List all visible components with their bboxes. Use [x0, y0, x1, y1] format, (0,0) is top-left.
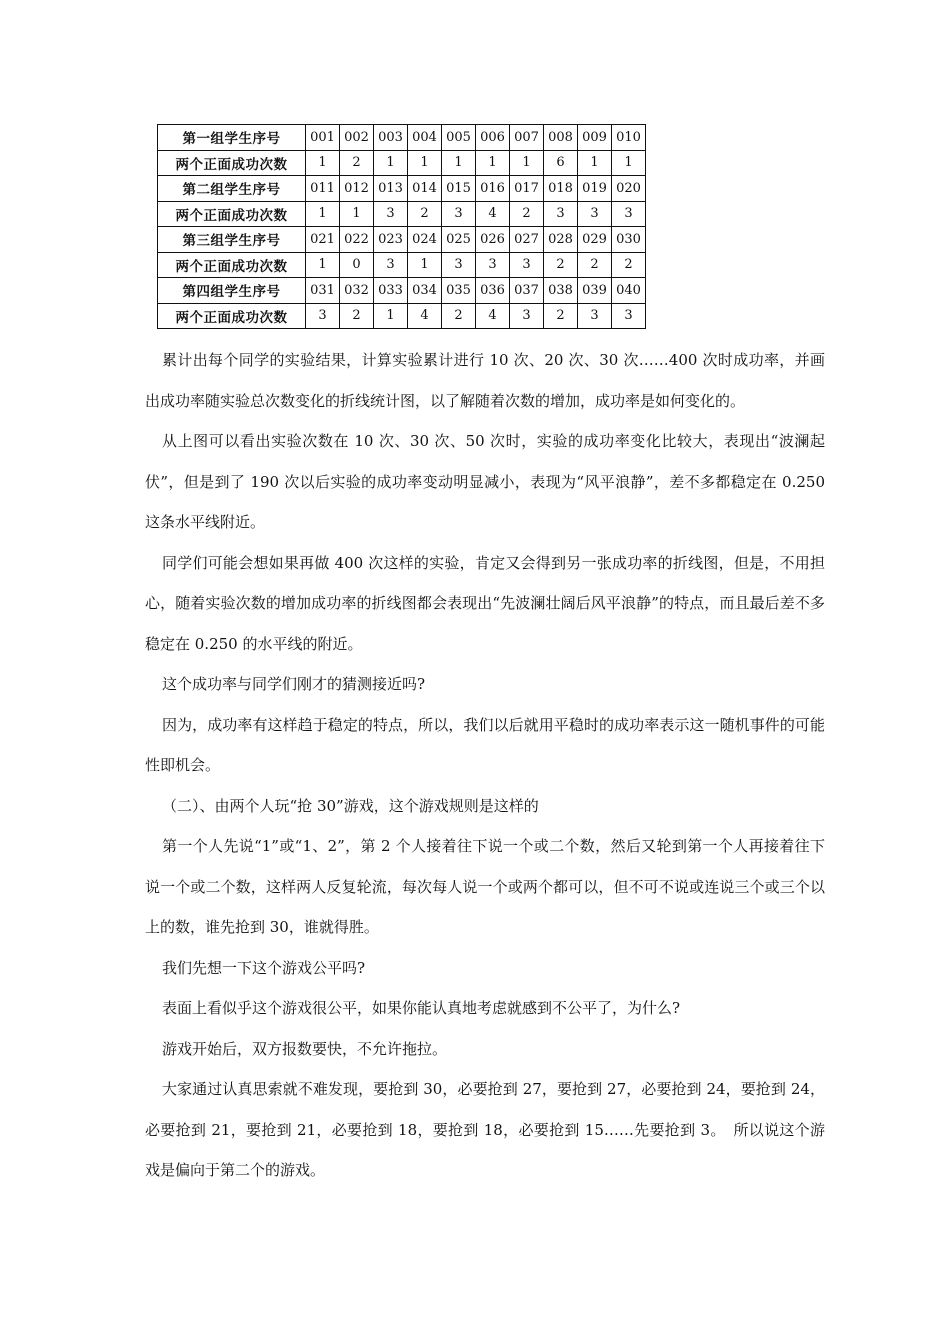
table-cell: 026 — [476, 227, 510, 253]
table-cell: 2 — [340, 150, 374, 176]
table-cell: 011 — [306, 176, 340, 202]
table-cell: 3 — [306, 303, 340, 329]
table-cell: 013 — [374, 176, 408, 202]
table-cell: 008 — [544, 125, 578, 151]
table-cell: 3 — [374, 201, 408, 227]
table-cell: 018 — [544, 176, 578, 202]
row-label: 两个正面成功次数 — [158, 303, 306, 329]
table-cell: 032 — [340, 278, 374, 304]
table-cell: 3 — [510, 303, 544, 329]
row-label: 两个正面成功次数 — [158, 252, 306, 278]
table-cell: 3 — [544, 201, 578, 227]
paragraph-conclusion: 大家通过认真思索就不难发现，要抢到 30，必要抢到 27，要抢到 27，必要抢到 24，要抢到 24，必要抢到 21，要抢到 21，必要抢到 18，要抢到 18，必要抢到 15……先要抢到 3。 所以说这个游戏是偏向于第二个的游戏。 — [145, 1080, 825, 1179]
paragraph-chart-observation: 从上图可以看出实验次数在 10 次、30 次、50 次时，实验的成功率变化比较大，表现出“波澜起伏”，但是到了 190 次以后实验的成功率变动明显减小，表现为“风平浪静”，差不多都稳定在 0.250 这条水平线附近。 — [145, 432, 825, 531]
table-cell: 1 — [374, 303, 408, 329]
table-cell: 029 — [578, 227, 612, 253]
table-row — [158, 176, 646, 202]
table-cell: 038 — [544, 278, 578, 304]
table-cell: 006 — [476, 125, 510, 151]
table-cell: 034 — [408, 278, 442, 304]
table-cell: 039 — [578, 278, 612, 304]
table-row — [158, 150, 646, 176]
table-cell: 1 — [340, 201, 374, 227]
table-cell: 3 — [612, 303, 646, 329]
table-row — [158, 303, 646, 329]
table-row — [158, 278, 646, 304]
table-cell: 010 — [612, 125, 646, 151]
table-cell: 2 — [408, 201, 442, 227]
table-cell: 037 — [510, 278, 544, 304]
table-cell: 3 — [578, 303, 612, 329]
table-cell: 023 — [374, 227, 408, 253]
table-cell: 3 — [374, 252, 408, 278]
table-cell: 005 — [442, 125, 476, 151]
body-text — [145, 340, 825, 1191]
table-cell: 014 — [408, 176, 442, 202]
table-cell: 1 — [374, 150, 408, 176]
table-cell: 3 — [442, 201, 476, 227]
table-cell: 040 — [612, 278, 646, 304]
row-label: 两个正面成功次数 — [158, 150, 306, 176]
table-cell: 012 — [340, 176, 374, 202]
row-label: 第三组学生序号 — [158, 227, 306, 253]
table-cell: 022 — [340, 227, 374, 253]
paragraph-repeat-experiment: 同学们可能会想如果再做 400 次这样的实验，肯定又会得到另一张成功率的折线图，但是，不用担心，随着实验次数的增加成功率的折线图都会表现出“先波澜壮阔后风平浪静”的特点，而且最后差不多稳定在 0.250 的水平线的附近。 — [145, 553, 825, 653]
table-cell: 020 — [612, 176, 646, 202]
paragraph-cumulative-results: 累计出每个同学的实验结果，计算实验累计进行 10 次、20 次、30 次……400 次时成功率，并画出成功率随实验总次数变化的折线统计图，以了解随着次数的增加，成功率是如何变化的。 — [145, 351, 825, 410]
table-cell: 1 — [510, 150, 544, 176]
table-cell: 024 — [408, 227, 442, 253]
table-cell: 015 — [442, 176, 476, 202]
table-body — [158, 125, 646, 329]
table-cell: 003 — [374, 125, 408, 151]
table-row — [158, 201, 646, 227]
table-cell: 001 — [306, 125, 340, 151]
table-cell: 019 — [578, 176, 612, 202]
table-cell: 2 — [544, 252, 578, 278]
table-cell: 3 — [612, 201, 646, 227]
table-cell: 027 — [510, 227, 544, 253]
table-cell: 2 — [442, 303, 476, 329]
table-cell: 030 — [612, 227, 646, 253]
table-cell: 009 — [578, 125, 612, 151]
row-label: 第四组学生序号 — [158, 278, 306, 304]
table-cell: 025 — [442, 227, 476, 253]
table-cell: 035 — [442, 278, 476, 304]
table-cell: 017 — [510, 176, 544, 202]
table-cell: 1 — [476, 150, 510, 176]
table-cell: 1 — [306, 252, 340, 278]
table-cell: 3 — [510, 252, 544, 278]
table-cell: 028 — [544, 227, 578, 253]
table-cell: 1 — [578, 150, 612, 176]
table-cell: 033 — [374, 278, 408, 304]
table-cell: 016 — [476, 176, 510, 202]
row-label: 两个正面成功次数 — [158, 201, 306, 227]
paragraph-game-speed: 游戏开始后，双方报数要快，不允许拖拉。 — [162, 1039, 448, 1058]
table-cell: 036 — [476, 278, 510, 304]
experiment-results-table — [157, 124, 646, 329]
table-cell: 3 — [476, 252, 510, 278]
table-cell: 1 — [306, 150, 340, 176]
table-cell: 6 — [544, 150, 578, 176]
table-cell: 031 — [306, 278, 340, 304]
table-cell: 2 — [578, 252, 612, 278]
section-heading-game: （二）、由两个人玩“抢 30”游戏，这个游戏规则是这样的 — [162, 796, 539, 815]
table-cell: 004 — [408, 125, 442, 151]
table-cell: 2 — [340, 303, 374, 329]
paragraph-game-rules: 第一个人先说“1”或“1、2”，第 2 个人接着往下说一个或二个数，然后又轮到第一个人再接着往下说一个或二个数，这样两人反复轮流，每次每人说一个或两个都可以，但不可不说或连说三个或三个以上的数，谁先抢到 30，谁就得胜。 — [145, 837, 825, 936]
paragraph-why-unfair: 表面上看似乎这个游戏很公平，如果你能认真地考虑就感到不公平了，为什么? — [162, 999, 681, 1017]
paragraph-stable-rate: 因为，成功率有这样趋于稳定的特点，所以，我们以后就用平稳时的成功率表示这一随机事件的可能性即机会。 — [145, 715, 825, 774]
paragraph-question-guess: 这个成功率与同学们刚才的猜测接近吗? — [162, 675, 426, 693]
table-cell: 2 — [510, 201, 544, 227]
table-cell: 2 — [612, 252, 646, 278]
table-cell: 1 — [408, 150, 442, 176]
table-row — [158, 125, 646, 151]
table-cell: 021 — [306, 227, 340, 253]
table-cell: 1 — [306, 201, 340, 227]
row-label: 第一组学生序号 — [158, 125, 306, 151]
table-cell: 4 — [408, 303, 442, 329]
row-label: 第二组学生序号 — [158, 176, 306, 202]
table-cell: 4 — [476, 201, 510, 227]
table-cell: 1 — [612, 150, 646, 176]
table-cell: 3 — [578, 201, 612, 227]
table-row — [158, 252, 646, 278]
table-row — [158, 227, 646, 253]
table-cell: 2 — [544, 303, 578, 329]
paragraph-fairness-question: 我们先想一下这个游戏公平吗? — [162, 958, 366, 977]
table-cell: 007 — [510, 125, 544, 151]
table-cell: 3 — [442, 252, 476, 278]
table-cell: 002 — [340, 125, 374, 151]
table-cell: 0 — [340, 252, 374, 278]
table-cell: 4 — [476, 303, 510, 329]
table-cell: 1 — [408, 252, 442, 278]
table-cell: 1 — [442, 150, 476, 176]
